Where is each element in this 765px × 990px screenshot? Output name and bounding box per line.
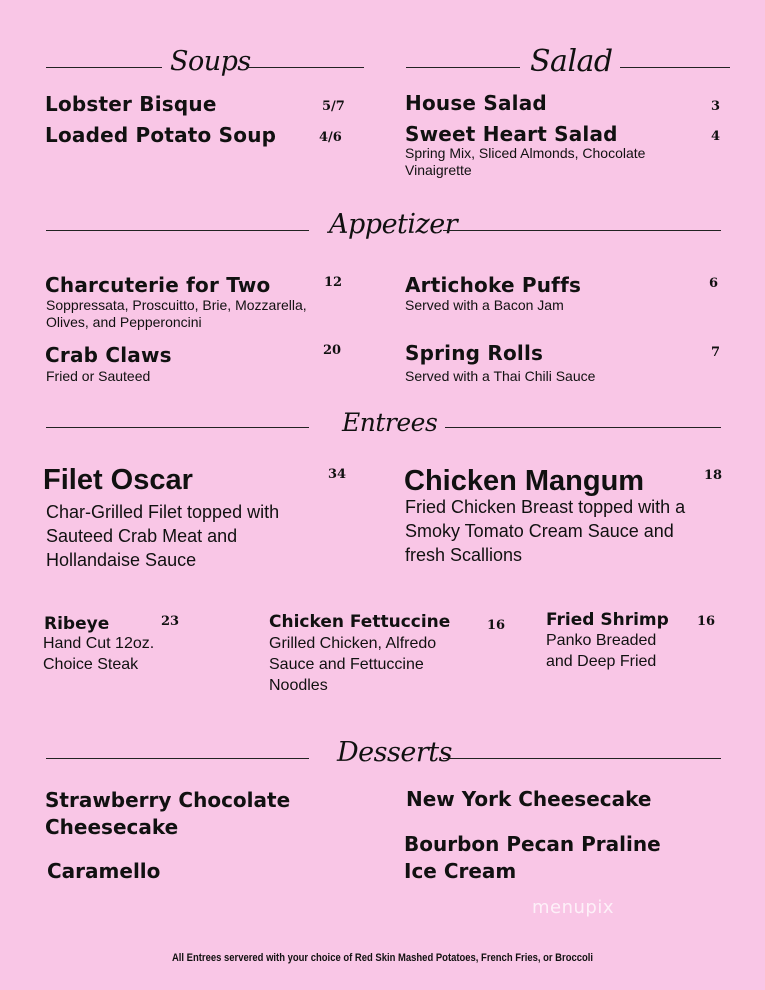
desserts-rule-left bbox=[46, 758, 309, 759]
appetizer-item-desc: Served with a Thai Chili Sauce bbox=[405, 368, 596, 384]
salad-item-price: 4 bbox=[711, 129, 721, 144]
entree-item-price: 16 bbox=[487, 618, 506, 633]
salad-heading: Salad bbox=[530, 44, 613, 79]
desserts-rule-right bbox=[443, 758, 721, 759]
entree-item-name: Ribeye bbox=[44, 614, 110, 634]
watermark: menupix bbox=[532, 897, 615, 918]
dessert-item-name: New York Cheesecake bbox=[406, 787, 652, 811]
soups-heading: Soups bbox=[170, 46, 251, 77]
entree-featured-desc: Char-Grilled Filet topped with Sauteed Crab Meat and Hollandaise Sauce bbox=[46, 502, 280, 570]
entree-item-price: 16 bbox=[697, 614, 716, 629]
entree-featured-name: Filet Oscar bbox=[43, 464, 193, 496]
appetizer-item-price: 7 bbox=[711, 345, 721, 360]
soup-item-price: 4/6 bbox=[319, 130, 342, 145]
dessert-item-name: Caramello bbox=[47, 859, 161, 883]
entree-item-price: 23 bbox=[161, 614, 180, 629]
appetizer-item-name: Spring Rolls bbox=[405, 341, 544, 365]
appetizer-rule-left bbox=[46, 230, 309, 231]
entree-featured-desc: Fried Chicken Breast topped with a Smoky Tomato Cream Sauce and fresh Scallions bbox=[405, 497, 686, 565]
appetizer-item-desc: Served with a Bacon Jam bbox=[405, 297, 564, 313]
appetizer-item-price: 6 bbox=[709, 276, 719, 291]
salad-item-name: House Salad bbox=[405, 91, 547, 115]
entree-item-desc: Panko Breaded and Deep Fried bbox=[546, 632, 657, 670]
entrees-rule-left bbox=[46, 427, 309, 428]
entree-featured-price: 34 bbox=[328, 467, 347, 482]
entree-item-desc: Grilled Chicken, Alfredo Sauce and Fettuccine Noodles bbox=[269, 635, 437, 694]
appetizer-heading: Appetizer bbox=[329, 209, 458, 240]
soups-rule-right bbox=[246, 67, 364, 68]
dessert-item-name: Strawberry Chocolate Cheesecake bbox=[45, 788, 291, 839]
entree-item-name: Fried Shrimp bbox=[546, 610, 669, 630]
entree-featured-name: Chicken Mangum bbox=[404, 465, 645, 497]
footer-note: All Entrees servered with your choice of Red Skin Mashed Potatoes, French Fries, or Broccoli bbox=[171, 952, 594, 964]
soup-item-name: Loaded Potato Soup bbox=[45, 123, 277, 147]
appetizer-rule-right bbox=[443, 230, 721, 231]
appetizer-item-name: Artichoke Puffs bbox=[405, 273, 582, 297]
salad-item-desc: Spring Mix, Sliced Almonds, Chocolate Vinaigrette bbox=[405, 145, 646, 178]
entree-featured-price: 18 bbox=[704, 468, 723, 483]
appetizer-item-price: 20 bbox=[323, 343, 342, 358]
appetizer-item-price: 12 bbox=[324, 275, 343, 290]
entree-item-desc: Hand Cut 12oz. Choice Steak bbox=[43, 635, 155, 673]
soup-item-name: Lobster Bisque bbox=[45, 92, 217, 116]
entree-item-name: Chicken Fettuccine bbox=[269, 612, 451, 632]
appetizer-item-desc: Fried or Sauteed bbox=[46, 368, 151, 384]
entrees-rule-right bbox=[445, 427, 721, 428]
dessert-item-name: Bourbon Pecan Praline Ice Cream bbox=[404, 832, 661, 883]
appetizer-item-name: Charcuterie for Two bbox=[45, 273, 271, 297]
appetizer-item-desc: Soppressata, Proscuitto, Brie, Mozzarella, Olives, and Pepperoncini bbox=[46, 297, 307, 330]
salad-item-name: Sweet Heart Salad bbox=[405, 122, 618, 146]
soup-item-price: 5/7 bbox=[322, 99, 345, 114]
salad-rule-left bbox=[406, 67, 520, 68]
salad-item-price: 3 bbox=[711, 99, 721, 114]
salad-rule-right bbox=[620, 67, 730, 68]
desserts-heading: Desserts bbox=[337, 737, 452, 768]
appetizer-item-name: Crab Claws bbox=[45, 343, 172, 367]
entrees-heading: Entrees bbox=[342, 408, 438, 437]
soups-rule-left bbox=[46, 67, 162, 68]
